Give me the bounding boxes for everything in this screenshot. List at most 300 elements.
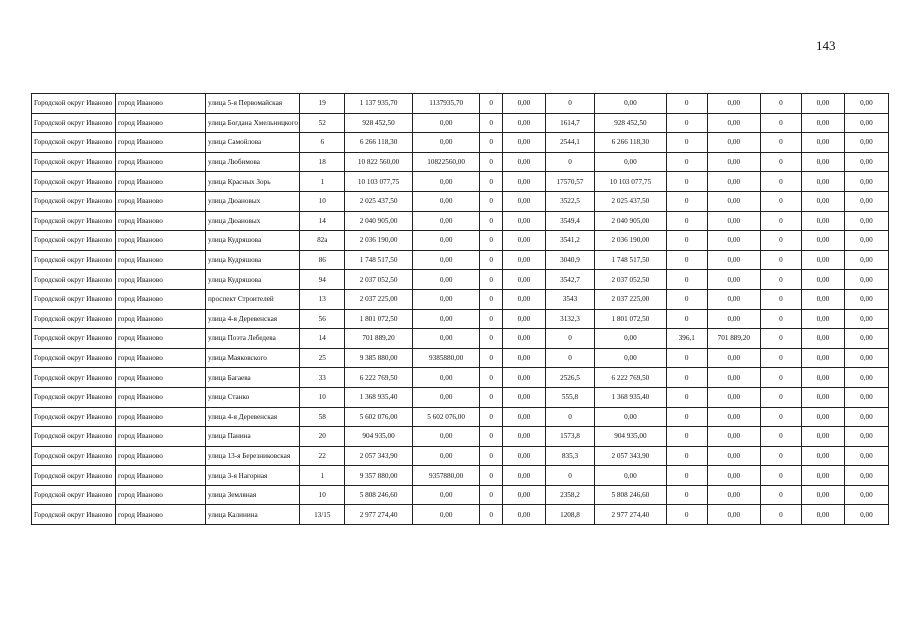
table-row	[32, 368, 889, 388]
sum-c-cell: 0,00	[707, 348, 760, 368]
house-number-cell: 1	[300, 172, 345, 192]
area-b-cell: 17570,57	[545, 172, 594, 192]
total-cost-cell: 1 801 072,50	[345, 309, 413, 329]
table-row	[32, 250, 889, 270]
cost-type1-cell: 0,00	[412, 446, 480, 466]
sum-c-cell: 0,00	[707, 250, 760, 270]
locality-cell: город Иваново	[115, 485, 205, 505]
locality-cell: город Иваново	[115, 348, 205, 368]
sum-b-cell: 2 057 343,90	[595, 446, 667, 466]
street-cell: улица Красных Зорь	[206, 172, 300, 192]
house-number-cell: 19	[300, 94, 345, 114]
cost-type1-cell: 10822560,00	[412, 152, 480, 172]
municipality-cell: Городской округ Иваново	[32, 191, 116, 211]
locality-cell: город Иваново	[115, 446, 205, 466]
sum-a-cell: 0,00	[502, 172, 545, 192]
street-cell: улица 4-я Деревенская	[206, 407, 300, 427]
count-a-cell: 0	[480, 133, 503, 153]
sum-c-cell: 0,00	[707, 289, 760, 309]
locality-cell: город Иваново	[115, 427, 205, 447]
sum-c-cell: 0,00	[707, 309, 760, 329]
municipality-cell: Городской округ Иваново	[32, 270, 116, 290]
sum-e-cell: 0,00	[844, 113, 888, 133]
sum-d-cell: 0,00	[801, 94, 844, 114]
locality-cell: город Иваново	[115, 309, 205, 329]
area-c-cell: 0	[666, 113, 707, 133]
count-a-cell: 0	[480, 368, 503, 388]
area-d-cell: 0	[760, 446, 801, 466]
sum-a-cell: 0,00	[502, 113, 545, 133]
sum-e-cell: 0,00	[844, 152, 888, 172]
sum-d-cell: 0,00	[801, 466, 844, 486]
street-cell: улица Кудряшова	[206, 250, 300, 270]
sum-b-cell: 6 222 769,50	[595, 368, 667, 388]
cost-type1-cell: 0,00	[412, 368, 480, 388]
area-d-cell: 0	[760, 250, 801, 270]
count-a-cell: 0	[480, 211, 503, 231]
total-cost-cell: 1 368 935,40	[345, 387, 413, 407]
total-cost-cell: 5 808 246,60	[345, 485, 413, 505]
total-cost-cell: 2 977 274,40	[345, 505, 413, 525]
count-a-cell: 0	[480, 427, 503, 447]
street-cell: улица Любимова	[206, 152, 300, 172]
sum-b-cell: 2 977 274,40	[595, 505, 667, 525]
sum-b-cell: 928 452,50	[595, 113, 667, 133]
sum-d-cell: 0,00	[801, 387, 844, 407]
cost-type1-cell: 0,00	[412, 231, 480, 251]
table-row	[32, 348, 889, 368]
street-cell: улица 4-я Деревенская	[206, 309, 300, 329]
cost-type1-cell: 0,00	[412, 270, 480, 290]
sum-a-cell: 0,00	[502, 231, 545, 251]
municipality-cell: Городской округ Иваново	[32, 348, 116, 368]
area-c-cell: 0	[666, 466, 707, 486]
sum-b-cell: 0,00	[595, 152, 667, 172]
sum-d-cell: 0,00	[801, 289, 844, 309]
total-cost-cell: 2 037 225,00	[345, 289, 413, 309]
sum-e-cell: 0,00	[844, 133, 888, 153]
locality-cell: город Иваново	[115, 368, 205, 388]
locality-cell: город Иваново	[115, 94, 205, 114]
municipality-cell: Городской округ Иваново	[32, 446, 116, 466]
sum-c-cell: 0,00	[707, 211, 760, 231]
sum-c-cell: 0,00	[707, 505, 760, 525]
sum-b-cell: 1 368 935,40	[595, 387, 667, 407]
sum-a-cell: 0,00	[502, 485, 545, 505]
table-row	[32, 152, 889, 172]
house-number-cell: 6	[300, 133, 345, 153]
cost-type1-cell: 9385880,00	[412, 348, 480, 368]
table-row	[32, 407, 889, 427]
area-d-cell: 0	[760, 191, 801, 211]
area-c-cell: 0	[666, 485, 707, 505]
count-a-cell: 0	[480, 329, 503, 349]
sum-b-cell: 2 036 190,00	[595, 231, 667, 251]
total-cost-cell: 9 385 880,00	[345, 348, 413, 368]
total-cost-cell: 10 103 077,75	[345, 172, 413, 192]
count-a-cell: 0	[480, 191, 503, 211]
sum-e-cell: 0,00	[844, 191, 888, 211]
page-number: 143	[816, 38, 836, 53]
sum-e-cell: 0,00	[844, 231, 888, 251]
sum-c-cell: 0,00	[707, 427, 760, 447]
sum-b-cell: 0,00	[595, 329, 667, 349]
count-a-cell: 0	[480, 231, 503, 251]
sum-a-cell: 0,00	[502, 309, 545, 329]
sum-c-cell: 0,00	[707, 466, 760, 486]
locality-cell: город Иваново	[115, 152, 205, 172]
sum-e-cell: 0,00	[844, 211, 888, 231]
area-d-cell: 0	[760, 466, 801, 486]
cost-type1-cell: 0,00	[412, 191, 480, 211]
area-c-cell: 0	[666, 94, 707, 114]
area-d-cell: 0	[760, 211, 801, 231]
municipality-cell: Городской округ Иваново	[32, 152, 116, 172]
count-a-cell: 0	[480, 250, 503, 270]
sum-b-cell: 0,00	[595, 407, 667, 427]
house-number-cell: 10	[300, 387, 345, 407]
house-number-cell: 82а	[300, 231, 345, 251]
table-row	[32, 133, 889, 153]
sum-e-cell: 0,00	[844, 309, 888, 329]
sum-d-cell: 0,00	[801, 348, 844, 368]
table-row	[32, 466, 889, 486]
locality-cell: город Иваново	[115, 133, 205, 153]
area-c-cell: 0	[666, 152, 707, 172]
sum-c-cell: 0,00	[707, 368, 760, 388]
sum-a-cell: 0,00	[502, 94, 545, 114]
locality-cell: город Иваново	[115, 407, 205, 427]
sum-d-cell: 0,00	[801, 368, 844, 388]
area-c-cell: 0	[666, 505, 707, 525]
cost-type1-cell: 1137935,70	[412, 94, 480, 114]
municipality-cell: Городской округ Иваново	[32, 309, 116, 329]
house-number-cell: 13/15	[300, 505, 345, 525]
area-c-cell: 0	[666, 446, 707, 466]
sum-e-cell: 0,00	[844, 368, 888, 388]
sum-a-cell: 0,00	[502, 505, 545, 525]
total-cost-cell: 904 935,00	[345, 427, 413, 447]
locality-cell: город Иваново	[115, 289, 205, 309]
sum-a-cell: 0,00	[502, 466, 545, 486]
table-row	[32, 427, 889, 447]
sum-a-cell: 0,00	[502, 387, 545, 407]
street-cell: улица 13-я Березниковская	[206, 446, 300, 466]
sum-b-cell: 0,00	[595, 348, 667, 368]
count-a-cell: 0	[480, 94, 503, 114]
municipality-cell: Городской округ Иваново	[32, 211, 116, 231]
locality-cell: город Иваново	[115, 270, 205, 290]
house-number-cell: 14	[300, 211, 345, 231]
house-number-cell: 20	[300, 427, 345, 447]
sum-c-cell: 0,00	[707, 231, 760, 251]
area-c-cell: 0	[666, 309, 707, 329]
cost-type1-cell: 0,00	[412, 211, 480, 231]
street-cell: улица Маяковского	[206, 348, 300, 368]
house-number-cell: 58	[300, 407, 345, 427]
locality-cell: город Иваново	[115, 231, 205, 251]
table-row	[32, 172, 889, 192]
area-d-cell: 0	[760, 270, 801, 290]
area-b-cell: 3522,5	[545, 191, 594, 211]
sum-a-cell: 0,00	[502, 368, 545, 388]
sum-c-cell: 0,00	[707, 270, 760, 290]
count-a-cell: 0	[480, 309, 503, 329]
area-c-cell: 0	[666, 211, 707, 231]
sum-d-cell: 0,00	[801, 485, 844, 505]
area-d-cell: 0	[760, 427, 801, 447]
sum-e-cell: 0,00	[844, 289, 888, 309]
total-cost-cell: 2 040 905,00	[345, 211, 413, 231]
area-c-cell: 0	[666, 191, 707, 211]
area-b-cell: 0	[545, 348, 594, 368]
total-cost-cell: 6 266 118,30	[345, 133, 413, 153]
cost-type1-cell: 0,00	[412, 133, 480, 153]
total-cost-cell: 928 452,50	[345, 113, 413, 133]
area-b-cell: 0	[545, 329, 594, 349]
municipality-cell: Городской округ Иваново	[32, 133, 116, 153]
area-d-cell: 0	[760, 231, 801, 251]
area-c-cell: 0	[666, 348, 707, 368]
locality-cell: город Иваново	[115, 191, 205, 211]
total-cost-cell: 5 602 076,00	[345, 407, 413, 427]
count-a-cell: 0	[480, 270, 503, 290]
street-cell: улица Станко	[206, 387, 300, 407]
area-c-cell: 0	[666, 387, 707, 407]
sum-a-cell: 0,00	[502, 211, 545, 231]
street-cell: улица Самойлова	[206, 133, 300, 153]
sum-d-cell: 0,00	[801, 505, 844, 525]
sum-d-cell: 0,00	[801, 211, 844, 231]
cost-type1-cell: 0,00	[412, 250, 480, 270]
area-b-cell: 2526,5	[545, 368, 594, 388]
cost-type1-cell: 0,00	[412, 113, 480, 133]
sum-a-cell: 0,00	[502, 152, 545, 172]
cost-type1-cell: 0,00	[412, 485, 480, 505]
sum-c-cell: 701 889,20	[707, 329, 760, 349]
area-d-cell: 0	[760, 94, 801, 114]
municipality-cell: Городской округ Иваново	[32, 427, 116, 447]
cost-type1-cell: 0,00	[412, 329, 480, 349]
count-a-cell: 0	[480, 348, 503, 368]
area-b-cell: 555,8	[545, 387, 594, 407]
table-row	[32, 191, 889, 211]
sum-b-cell: 2 040 905,00	[595, 211, 667, 231]
house-number-cell: 22	[300, 446, 345, 466]
total-cost-cell: 2 036 190,00	[345, 231, 413, 251]
locality-cell: город Иваново	[115, 329, 205, 349]
house-number-cell: 10	[300, 191, 345, 211]
total-cost-cell: 1 748 517,50	[345, 250, 413, 270]
municipality-cell: Городской округ Иваново	[32, 329, 116, 349]
area-c-cell: 396,1	[666, 329, 707, 349]
sum-d-cell: 0,00	[801, 231, 844, 251]
sum-a-cell: 0,00	[502, 407, 545, 427]
total-cost-cell: 9 357 880,00	[345, 466, 413, 486]
area-c-cell: 0	[666, 368, 707, 388]
total-cost-cell: 10 822 560,00	[345, 152, 413, 172]
area-c-cell: 0	[666, 172, 707, 192]
sum-d-cell: 0,00	[801, 191, 844, 211]
sum-c-cell: 0,00	[707, 94, 760, 114]
cost-type1-cell: 5 602 076,00	[412, 407, 480, 427]
municipality-cell: Городской округ Иваново	[32, 505, 116, 525]
sum-a-cell: 0,00	[502, 250, 545, 270]
table-row	[32, 446, 889, 466]
count-a-cell: 0	[480, 113, 503, 133]
street-cell: проспект Строителей	[206, 289, 300, 309]
cost-type1-cell: 0,00	[412, 172, 480, 192]
table-row	[32, 94, 889, 114]
house-number-cell: 52	[300, 113, 345, 133]
municipality-cell: Городской округ Иваново	[32, 466, 116, 486]
locality-cell: город Иваново	[115, 113, 205, 133]
area-b-cell: 3541,2	[545, 231, 594, 251]
street-cell: улица Поэта Лебедева	[206, 329, 300, 349]
house-number-cell: 1	[300, 466, 345, 486]
area-b-cell: 3040,9	[545, 250, 594, 270]
locality-cell: город Иваново	[115, 211, 205, 231]
table-row	[32, 329, 889, 349]
count-a-cell: 0	[480, 172, 503, 192]
municipality-cell: Городской округ Иваново	[32, 94, 116, 114]
area-b-cell: 0	[545, 94, 594, 114]
sum-c-cell: 0,00	[707, 446, 760, 466]
sum-b-cell: 0,00	[595, 94, 667, 114]
area-d-cell: 0	[760, 485, 801, 505]
locality-cell: город Иваново	[115, 172, 205, 192]
count-a-cell: 0	[480, 387, 503, 407]
area-d-cell: 0	[760, 387, 801, 407]
municipality-cell: Городской округ Иваново	[32, 289, 116, 309]
area-b-cell: 0	[545, 466, 594, 486]
total-cost-cell: 2 037 052,50	[345, 270, 413, 290]
sum-a-cell: 0,00	[502, 133, 545, 153]
sum-b-cell: 1 801 072,50	[595, 309, 667, 329]
municipality-cell: Городской округ Иваново	[32, 485, 116, 505]
cost-type1-cell: 0,00	[412, 387, 480, 407]
sum-e-cell: 0,00	[844, 250, 888, 270]
sum-e-cell: 0,00	[844, 348, 888, 368]
municipality-cell: Городской округ Иваново	[32, 368, 116, 388]
sum-e-cell: 0,00	[844, 446, 888, 466]
sum-d-cell: 0,00	[801, 152, 844, 172]
sum-d-cell: 0,00	[801, 407, 844, 427]
sum-a-cell: 0,00	[502, 191, 545, 211]
table-row	[32, 211, 889, 231]
sum-e-cell: 0,00	[844, 466, 888, 486]
sum-e-cell: 0,00	[844, 407, 888, 427]
count-a-cell: 0	[480, 485, 503, 505]
area-d-cell: 0	[760, 368, 801, 388]
sum-c-cell: 0,00	[707, 191, 760, 211]
area-d-cell: 0	[760, 152, 801, 172]
municipality-cell: Городской округ Иваново	[32, 231, 116, 251]
sum-b-cell: 0,00	[595, 466, 667, 486]
table-row	[32, 113, 889, 133]
sum-c-cell: 0,00	[707, 152, 760, 172]
sum-c-cell: 0,00	[707, 113, 760, 133]
area-b-cell: 2358,2	[545, 485, 594, 505]
sum-d-cell: 0,00	[801, 250, 844, 270]
house-number-cell: 18	[300, 152, 345, 172]
house-number-cell: 56	[300, 309, 345, 329]
street-cell: улица Богдана Хмельницкого	[206, 113, 300, 133]
sum-c-cell: 0,00	[707, 407, 760, 427]
sum-b-cell: 904 935,00	[595, 427, 667, 447]
locality-cell: город Иваново	[115, 466, 205, 486]
table-row	[32, 387, 889, 407]
area-b-cell: 1573,8	[545, 427, 594, 447]
sum-e-cell: 0,00	[844, 172, 888, 192]
sum-c-cell: 0,00	[707, 387, 760, 407]
street-cell: улица 3-я Нагорная	[206, 466, 300, 486]
sum-a-cell: 0,00	[502, 329, 545, 349]
sum-d-cell: 0,00	[801, 329, 844, 349]
municipality-cell: Городской округ Иваново	[32, 250, 116, 270]
table-row	[32, 270, 889, 290]
total-cost-cell: 1 137 935,70	[345, 94, 413, 114]
street-cell: улица Багаева	[206, 368, 300, 388]
cost-type1-cell: 0,00	[412, 289, 480, 309]
sum-b-cell: 2 037 052,50	[595, 270, 667, 290]
sum-e-cell: 0,00	[844, 270, 888, 290]
sum-d-cell: 0,00	[801, 270, 844, 290]
sum-d-cell: 0,00	[801, 446, 844, 466]
area-b-cell: 2544,1	[545, 133, 594, 153]
area-c-cell: 0	[666, 250, 707, 270]
house-number-cell: 33	[300, 368, 345, 388]
sum-e-cell: 0,00	[844, 387, 888, 407]
table-row	[32, 485, 889, 505]
area-c-cell: 0	[666, 289, 707, 309]
area-b-cell: 0	[545, 152, 594, 172]
total-cost-cell: 2 057 343,90	[345, 446, 413, 466]
street-cell: улица Панина	[206, 427, 300, 447]
municipality-cell: Городской округ Иваново	[32, 113, 116, 133]
area-d-cell: 0	[760, 348, 801, 368]
area-d-cell: 0	[760, 407, 801, 427]
area-d-cell: 0	[760, 172, 801, 192]
table-row	[32, 505, 889, 525]
sum-c-cell: 0,00	[707, 133, 760, 153]
street-cell: улица Калинина	[206, 505, 300, 525]
house-number-cell: 10	[300, 485, 345, 505]
street-cell: улица Кудряшова	[206, 231, 300, 251]
area-b-cell: 3549,4	[545, 211, 594, 231]
sum-b-cell: 6 266 118,30	[595, 133, 667, 153]
sum-c-cell: 0,00	[707, 485, 760, 505]
area-b-cell: 1614,7	[545, 113, 594, 133]
sum-e-cell: 0,00	[844, 427, 888, 447]
count-a-cell: 0	[480, 289, 503, 309]
sum-e-cell: 0,00	[844, 505, 888, 525]
count-a-cell: 0	[480, 466, 503, 486]
house-number-cell: 94	[300, 270, 345, 290]
locality-cell: город Иваново	[115, 387, 205, 407]
house-number-cell: 14	[300, 329, 345, 349]
table-row	[32, 231, 889, 251]
sum-a-cell: 0,00	[502, 348, 545, 368]
sum-c-cell: 0,00	[707, 172, 760, 192]
sum-e-cell: 0,00	[844, 485, 888, 505]
area-c-cell: 0	[666, 231, 707, 251]
table-row	[32, 309, 889, 329]
locality-cell: город Иваново	[115, 505, 205, 525]
total-cost-cell: 701 889,20	[345, 329, 413, 349]
area-b-cell: 3132,3	[545, 309, 594, 329]
house-number-cell: 25	[300, 348, 345, 368]
